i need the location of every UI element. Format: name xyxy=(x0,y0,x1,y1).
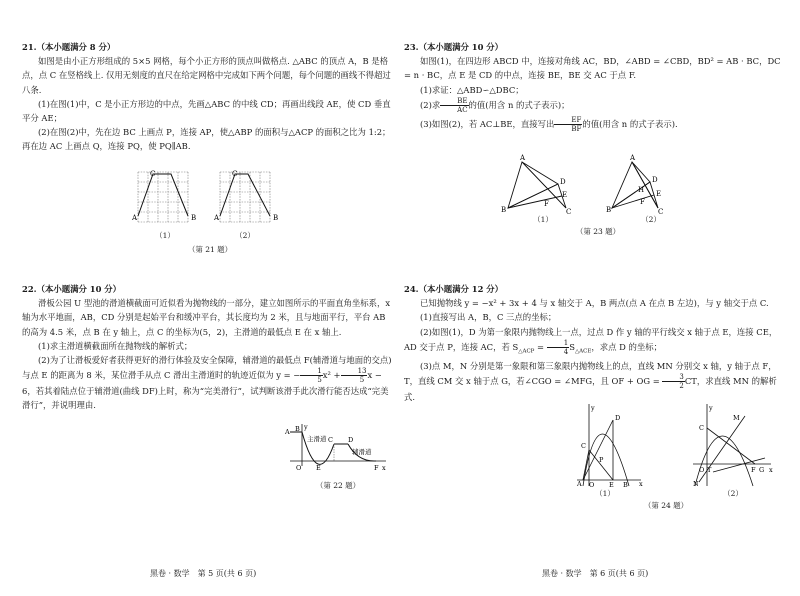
q24-label-o2: O xyxy=(699,466,705,474)
q23-fig1-label: （1） xyxy=(533,215,553,224)
q22-caption: （第 22 题） xyxy=(315,481,361,490)
q21-part1: (1)在图(1)中，C 是小正方形边的中点，先画△ABC 的中线 CD；再画出线段 AE，使 CD 垂直平分 AE； xyxy=(22,98,391,124)
q22-parabola-figure xyxy=(280,422,390,478)
q24-label-o1: O xyxy=(589,481,595,488)
q22-label-b: B xyxy=(295,425,300,433)
q23-label-h2: H xyxy=(638,186,645,194)
q22-label-main-slide: 主滑道 xyxy=(307,435,327,443)
q23-part3: (3)如图(2)，若 AC⊥BE，直接写出 $\frac{EF}{BF}$ 的值(用含 n 的式子表示). xyxy=(420,115,678,133)
q21-label-a2: A xyxy=(214,214,220,222)
q24-label-b1: B xyxy=(623,481,628,488)
q22-label-a: A xyxy=(285,428,290,436)
q24-label-c1: C xyxy=(581,442,586,450)
q21-grid-figures xyxy=(130,168,300,230)
q24-fraction-three-halves: $\frac{3}{2}$ xyxy=(662,373,684,390)
q22-part2b: x² + xyxy=(322,370,341,381)
q23-label-e2: E xyxy=(656,190,662,198)
q24-part1: (1)直接写出 A，B，C 三点的坐标； xyxy=(420,312,557,323)
q24-fig2-label: （2） xyxy=(723,489,743,498)
q21-label-b2: B xyxy=(273,214,279,222)
q21-label-c1: C xyxy=(150,170,156,178)
q22-title: 22.（本小题满分 10 分） xyxy=(22,284,122,294)
q22-part2a: (2)为了让滑板爱好者获得更好的滑行体验及安全保障，辅滑道的最低点 F(辅滑道与地面的交点)与点 E 的距离为 8 米，某位滑手从点 C 滑出主滑道时的轨迹近似为 y = − xyxy=(22,355,392,381)
q22-label-c: C xyxy=(328,436,333,444)
left-page xyxy=(0,0,390,596)
q24-label-y2: y xyxy=(709,404,713,412)
q22-part2c: x − 6，若其着陆点位于辅滑道(曲线 DF)上时，称为“完美滑行”，试判断该滑手此次滑行能否达成“完美滑行”，并说明理由. xyxy=(22,370,389,411)
question-22 xyxy=(22,282,392,413)
q24-label-y1: y xyxy=(591,404,595,412)
q21-part2: (2)在图(2)中，先在边 BC 上画点 P，连接 AP，使△ABP 的面积与△ACP 的面积之比为 1:2；再在边 AC 上画点 Q，连接 PQ，使 PQ∥AB. xyxy=(22,127,391,152)
q24-label-p1: P xyxy=(599,456,604,464)
q24-label-a1: A xyxy=(577,480,582,488)
q21-label-b1: B xyxy=(191,214,197,222)
q24-parabola-figures xyxy=(575,402,775,488)
q21-fig1-label: （1） xyxy=(155,231,175,240)
q24-part3: (3)点 M，N 分别是第一象限和第三象限内抛物线上的点，直线 MN 分别交 x 轴，y 轴于点 F，T，直线 CM 交 x 轴于点 G，若∠CGO = ∠MFG，且 OF + OG = $\frac{3}{2}$ CT，求直线 MN 的解析式. xyxy=(404,360,777,402)
q22-fraction-b: $\frac{13}{5}$ xyxy=(341,367,368,384)
q23-intro: 如图(1)，在四边形 ABCD 中，连接对角线 AC，BD，∠ABD = ∠CBD，BD² = AB · BC，DC = n · BC，点 E 是 CD 的中点，连接 BE，BE 交 AC 于点 F. xyxy=(404,56,781,81)
q23-part1: (1)求证：△ABD∽△DBC； xyxy=(420,84,524,95)
q24-label-c2: C xyxy=(699,424,704,432)
q22-intro: 滑板公园 U 型池的滑道横截面可近似看为抛物线的一部分，建立如图所示的平面直角坐标系，x 轴为水平地面，AB，CD 分别是起始平台和缓冲平台，其长度均为 2 米，且与地面平行，平台 AB 的高为 4.5 米，点 B 在 y 轴上，点 C 的坐标为(5，2)，主滑道的最低点 E 在 x 轴上. xyxy=(22,298,391,337)
q24-label-x1: x xyxy=(639,480,643,488)
q23-title: 23.（本小题满分 10 分） xyxy=(404,42,504,52)
q24-title: 24.（本小题满分 12 分） xyxy=(404,284,504,294)
q21-title: 21.（本小题满分 8 分） xyxy=(22,42,116,52)
q21-caption: （第 21 题） xyxy=(187,245,233,254)
q23-label-d2: D xyxy=(652,176,658,184)
q22-label-x: x xyxy=(382,464,386,472)
q23-label-e1: E xyxy=(562,191,568,199)
q22-label-o: O xyxy=(296,464,302,472)
q24-label-e1: E xyxy=(609,481,614,488)
q21-label-c2: C xyxy=(232,170,238,178)
q24-label-n2: N xyxy=(693,480,699,488)
q23-label-f2: F xyxy=(640,198,645,206)
q24-label-g2: G xyxy=(759,466,765,474)
q21-fig2-label: （2） xyxy=(235,231,255,240)
q23-fig2-label: （2） xyxy=(641,215,661,224)
q23-label-b2: B xyxy=(606,206,612,214)
q23-label-c2: C xyxy=(658,208,664,214)
q21-label-a1: A xyxy=(132,214,138,222)
q23-caption: （第 23 题） xyxy=(575,227,621,236)
q23-label-b1: B xyxy=(501,206,507,214)
q22-label-aux-slide: 辅滑道 xyxy=(352,448,372,456)
q22-label-y: y xyxy=(304,423,308,431)
question-24 xyxy=(404,282,784,404)
right-page xyxy=(400,0,790,596)
q24-intro: 已知抛物线 y = −x² + 3x + 4 与 x 轴交于 A，B 两点(点 A 在点 B 左边)，与 y 轴交于点 C. xyxy=(420,298,769,309)
q24-label-t2: T xyxy=(707,466,712,474)
q23-label-c1: C xyxy=(566,208,572,214)
q24-label-d1: D xyxy=(615,414,621,422)
q23-part2: (2)求 $\frac{BE}{AC}$ 的值(用含 n 的式子表示)； xyxy=(420,96,570,114)
q24-label-f2: F xyxy=(751,466,756,474)
right-page-footer: 黑卷 · 数学 第 6 页(共 6 页) xyxy=(542,569,649,578)
q22-fraction-a: $\frac{1}{5}$ xyxy=(300,367,322,384)
q22-label-e: E xyxy=(316,464,321,472)
q23-fraction-ef-bf: $\frac{EF}{BF}$ xyxy=(554,116,582,133)
q24-label-m2: M xyxy=(733,414,740,422)
q24-part2: (2)如图(1)，D 为第一象限内抛物线上一点，过点 D 作 y 轴的平行线交 x 轴于点 E，连接 CE，AD 交于点 P，连接 AC，若 $S_{\triangle ACP}$ = $\frac{1}{4}$ $S_{\triangle ACE}$，求点 D 的坐标； xyxy=(404,326,778,356)
q23-fraction-be-ac: $\frac{BE}{AC}$ xyxy=(440,97,468,114)
q24-fig1-label: （1） xyxy=(595,489,615,498)
q21-intro: 如图是由小正方形组成的 5×5 网格，每个小正方形的顶点叫做格点. △ABC 的顶点 A，B 是格点，点 C 在竖格线上. 仅用无刻度的直尺在给定网格中完成如下两个问题，每个问题的画线不得超过八条. xyxy=(22,56,391,95)
question-21 xyxy=(22,40,392,154)
q23-quadrilateral-figures xyxy=(500,152,680,214)
q22-label-d: D xyxy=(348,436,354,444)
q24-label-x2: x xyxy=(769,466,773,474)
q22-part1: (1)求主滑道横截面所在抛物线的解析式； xyxy=(38,340,193,351)
q23-label-a2: A xyxy=(630,154,636,162)
q24-fraction-quarter: $\frac{1}{4}$ xyxy=(547,339,569,356)
q22-label-f: F xyxy=(374,464,379,472)
q23-label-a1: A xyxy=(520,154,526,162)
q23-label-d1: D xyxy=(560,178,566,186)
q24-caption: （第 24 题） xyxy=(643,501,689,510)
question-23 xyxy=(404,40,784,133)
q22-part2 xyxy=(22,353,392,413)
left-page-footer: 黑卷 · 数学 第 5 页(共 6 页) xyxy=(150,569,257,578)
q23-label-f1: F xyxy=(544,200,549,208)
